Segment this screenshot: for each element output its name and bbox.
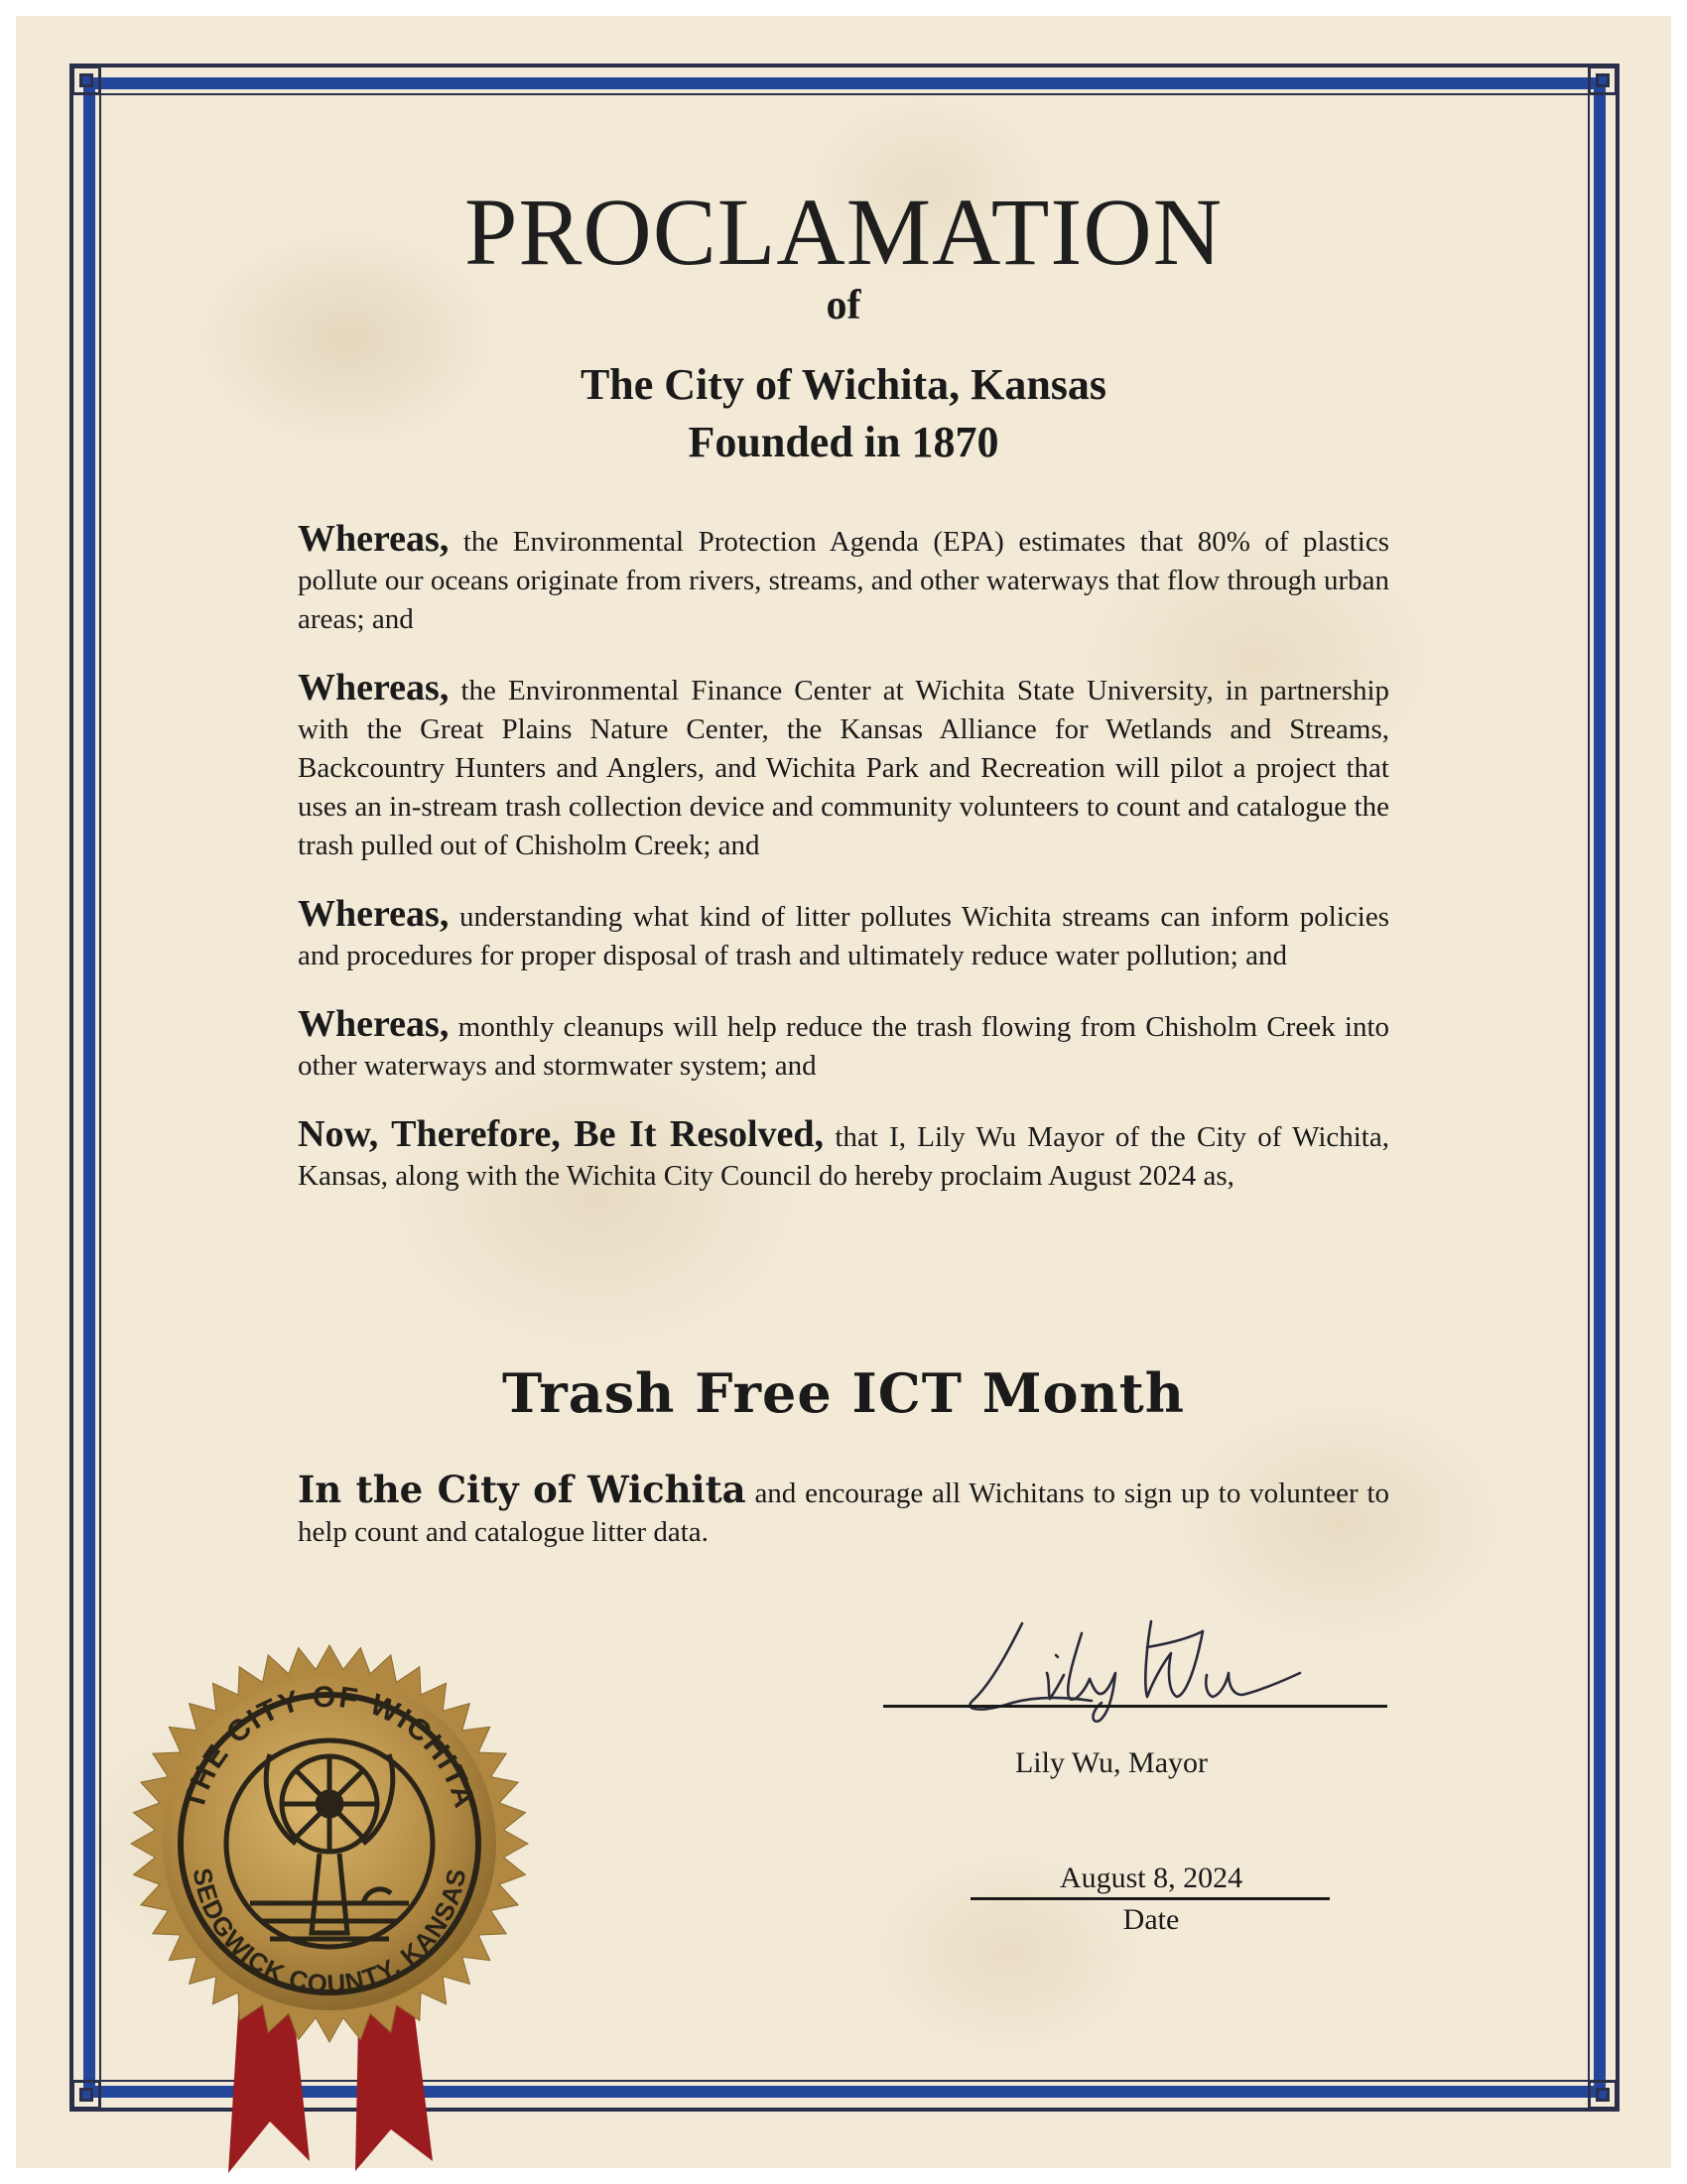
corner-ornament-bottom-left <box>64 2072 109 2118</box>
whereas-paragraph-1 <box>298 520 1389 639</box>
date-label: Date <box>1122 1903 1180 1936</box>
title-of: of <box>826 283 861 328</box>
signer-name: Lily Wu, Mayor <box>1014 1746 1209 1779</box>
resolved-paragraph <box>298 1115 1389 1196</box>
signing-date: August 8, 2024 <box>1059 1862 1243 1894</box>
proclaimed-month-title: Trash Free ICT Month <box>502 1361 1185 1425</box>
whereas-text: understanding what kind of litter pollutes Wichita streams can inform policies and procedures for proper disposal of trash and ultimately reduce water pollution; and <box>298 901 1390 971</box>
city-seal <box>121 1606 538 2181</box>
city-heading: The City of Wichita, Kansas <box>580 360 1107 409</box>
resolved-lead: Now, Therefore, Be It Resolved, <box>298 1113 825 1155</box>
whereas-text: the Environmental Finance Center at Wichita State University, in partnership with the Great Plains Nature Center, the Kansas Alliance for Wetlands and Streams, Backcountry Hunters and Anglers, and Wichita Park and Recreation will pilot a project that uses an in-stream trash collection device and community volunteers to count and catalogue the trash pulled out of Chisholm Creek; and <box>298 675 1390 861</box>
whereas-paragraph-2 <box>298 669 1389 865</box>
whereas-paragraph-4 <box>298 1005 1389 1086</box>
corner-ornament-top-right <box>1580 58 1625 103</box>
corner-ornament-top-left <box>64 58 109 103</box>
page-title: PROCLAMATION <box>463 179 1224 285</box>
whereas-lead: Whereas, <box>298 893 450 935</box>
resolved-text: that I, Lily Wu Mayor of the City of Wichita, Kansas, along with the Wichita City Council do hereby proclaim August 2024 as, <box>298 1121 1389 1192</box>
whereas-text: the Environmental Protection Agenda (EPA) estimates that 80% of plastics pollute our oceans originate from rivers, streams, and other waterways that flow through urban areas; and <box>298 526 1389 635</box>
seal-bottom-text: SEDGWICK COUNTY, KANSAS <box>187 1865 472 1999</box>
founded-heading: Founded in 1870 <box>688 418 999 466</box>
corner-ornament-bottom-right <box>1580 2072 1625 2118</box>
seal-top-text: THE CITY OF WICHITA <box>177 1680 482 1814</box>
closing-paragraph <box>298 1468 1389 1552</box>
whereas-text: monthly cleanups will help reduce the trash flowing from Chisholm Creek into other waterways and stormwater system; and <box>298 1011 1389 1082</box>
date-line <box>971 1897 1330 1900</box>
whereas-paragraph-3 <box>298 895 1389 975</box>
closing-text: and encourage all Wichitans to sign up to volunteer to help count and catalogue litter data. <box>298 1477 1389 1548</box>
whereas-lead: Whereas, <box>298 1003 450 1045</box>
closing-lead: In the City of Wichita <box>298 1468 746 1511</box>
proclamation-body <box>298 520 1389 1225</box>
whereas-lead: Whereas, <box>298 667 450 708</box>
whereas-lead: Whereas, <box>298 518 450 560</box>
signature-line <box>883 1705 1387 1708</box>
